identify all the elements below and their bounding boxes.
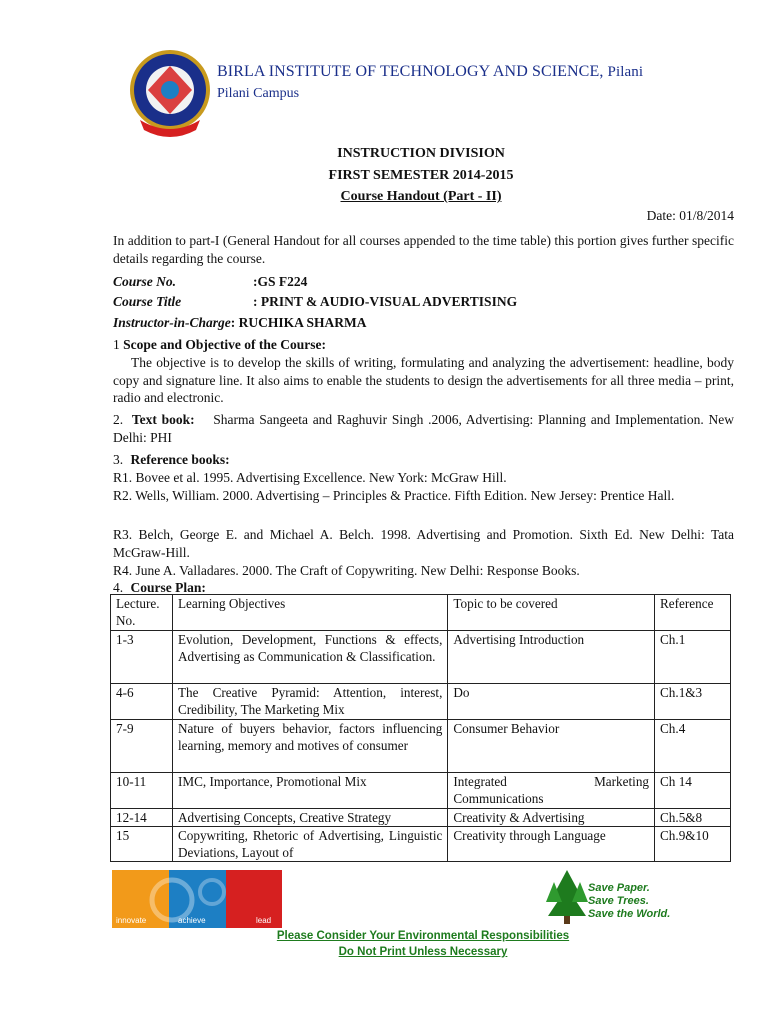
textbook-text: Sharma Sangeeta and Raghuvir Singh .2006, Advertising: Planning and Implementation. New Delhi: PHI	[113, 412, 735, 445]
table-cell: Advertising Concepts, Creative Strategy	[172, 809, 447, 827]
course-no-field	[113, 274, 308, 290]
table-row	[111, 827, 731, 862]
course-no-value: :GS F224	[253, 274, 308, 289]
table-cell: 4-6	[111, 684, 173, 720]
semester-title: FIRST SEMESTER 2014-2015	[328, 168, 514, 183]
innovate-achieve-lead-banner	[112, 870, 282, 928]
table-row	[111, 684, 731, 720]
division-title: INSTRUCTION DIVISION	[337, 146, 505, 161]
table-cell: Ch.1	[655, 631, 731, 684]
column-header: Lecture. No.	[111, 595, 173, 631]
instructor-label: Instructor-in-Charge	[113, 315, 231, 330]
eco-slogan-line: Save Paper.	[588, 882, 650, 894]
eco-slogan-line: Save Trees.	[588, 895, 649, 907]
table-cell: IMC, Importance, Promotional Mix	[172, 773, 447, 809]
scope-text: The objective is to develop the skills of writing, formulating and analyzing the advertisement: headline, body copy and signature line. It also aims to enable the students to design the advertisements for all three media – print, radio and electronic.	[113, 355, 734, 405]
textbook-section	[113, 411, 734, 446]
plan-number: 4.	[113, 580, 124, 595]
reference-item: R3. Belch, George E. and Michael A. Belch. 1998. Advertising and Promotion. Sixth Ed. New Delhi: Tata McGraw-Hill.	[113, 527, 734, 560]
eco-slogan-line: Save the World.	[588, 908, 671, 920]
banner-label: achieve	[178, 916, 206, 925]
column-header: Topic to be covered	[448, 595, 655, 631]
course-plan-table	[110, 594, 731, 862]
references-heading-text: Reference books:	[130, 452, 230, 467]
table-cell: Copywriting, Rhetoric of Advertising, Linguistic Deviations, Layout of	[172, 827, 447, 862]
table-cell: 15	[111, 827, 173, 862]
table-cell: Creativity through Language	[448, 827, 655, 862]
table-cell: Ch.1&3	[655, 684, 731, 720]
table-row	[111, 809, 731, 827]
course-title-label: Course Title	[113, 294, 182, 309]
plan-heading-text: Course Plan:	[130, 580, 206, 595]
table-cell: Consumer Behavior	[448, 720, 655, 773]
references-heading	[113, 451, 734, 469]
footer-line-2: Do Not Print Unless Necessary	[338, 946, 508, 958]
table-cell: 12-14	[111, 809, 173, 827]
instructor-value: : RUCHIKA SHARMA	[230, 315, 367, 330]
reference-item: R1. Bovee et al. 1995. Advertising Excellence. New York: McGraw Hill.	[113, 470, 507, 485]
reference-item: R2. Wells, William. 2000. Advertising – Principles & Practice. Fifth Edition. New Jersey: Prentice Hall.	[113, 488, 675, 503]
institute-name: BIRLA INSTITUTE OF TECHNOLOGY AND SCIENCE, Pilani	[217, 63, 644, 80]
table-cell: 1-3	[111, 631, 173, 684]
scope-number: 1	[113, 337, 120, 352]
course-title-value: : PRINT & AUDIO-VISUAL ADVERTISING	[253, 294, 518, 309]
intro-paragraph: In addition to part-I (General Handout for all courses appended to the time table) this portion gives further specific details regarding the course.	[113, 233, 734, 266]
banner-label: innovate	[116, 916, 147, 925]
table-row	[111, 773, 731, 809]
table-cell: Creativity & Advertising	[448, 809, 655, 827]
table-cell: Ch.9&10	[655, 827, 731, 862]
column-header: Learning Objectives	[172, 595, 447, 631]
scope-heading	[113, 336, 734, 354]
textbook-number: 2.	[113, 412, 124, 427]
textbook-heading: Text book:	[131, 412, 195, 427]
table-cell: Integrated Marketing Communications	[448, 773, 655, 809]
course-no-label: Course No.	[113, 274, 177, 289]
eco-slogan	[588, 882, 670, 921]
tree-icon	[542, 868, 592, 926]
column-header: Reference	[655, 595, 731, 631]
bits-logo	[128, 46, 212, 138]
campus-name: Pilani Campus	[217, 86, 300, 101]
table-cell: 10-11	[111, 773, 173, 809]
table-cell: Evolution, Development, Functions & effects, Advertising as Communication & Classification.	[172, 631, 447, 684]
table-cell: 7-9	[111, 720, 173, 773]
table-cell: The Creative Pyramid: Attention, interest, Credibility, The Marketing Mix	[172, 684, 447, 720]
banner-label: lead	[256, 916, 272, 925]
table-cell: Ch.4	[655, 720, 731, 773]
instructor-field	[113, 315, 367, 331]
table-cell: Nature of buyers behavior, factors influencing learning, memory and motives of consumer	[172, 720, 447, 773]
table-row	[111, 631, 731, 684]
reference-item: R4. June A. Valladares. 2000. The Craft of Copywriting. New Delhi: Response Books.	[113, 563, 580, 578]
course-title-field	[113, 294, 518, 310]
date: Date: 01/8/2014	[646, 208, 734, 223]
table-row	[111, 720, 731, 773]
references-number: 3.	[113, 452, 124, 467]
footer-line-1: Please Consider Your Environmental Responsibilities	[276, 930, 570, 942]
table-cell: Advertising Introduction	[448, 631, 655, 684]
table-cell: Do	[448, 684, 655, 720]
table-cell: Ch.5&8	[655, 809, 731, 827]
handout-title: Course Handout (Part - II)	[340, 189, 502, 204]
table-cell: Ch 14	[655, 773, 731, 809]
scope-heading-text: Scope and Objective of the Course:	[123, 337, 326, 352]
table-header-row	[111, 595, 731, 631]
